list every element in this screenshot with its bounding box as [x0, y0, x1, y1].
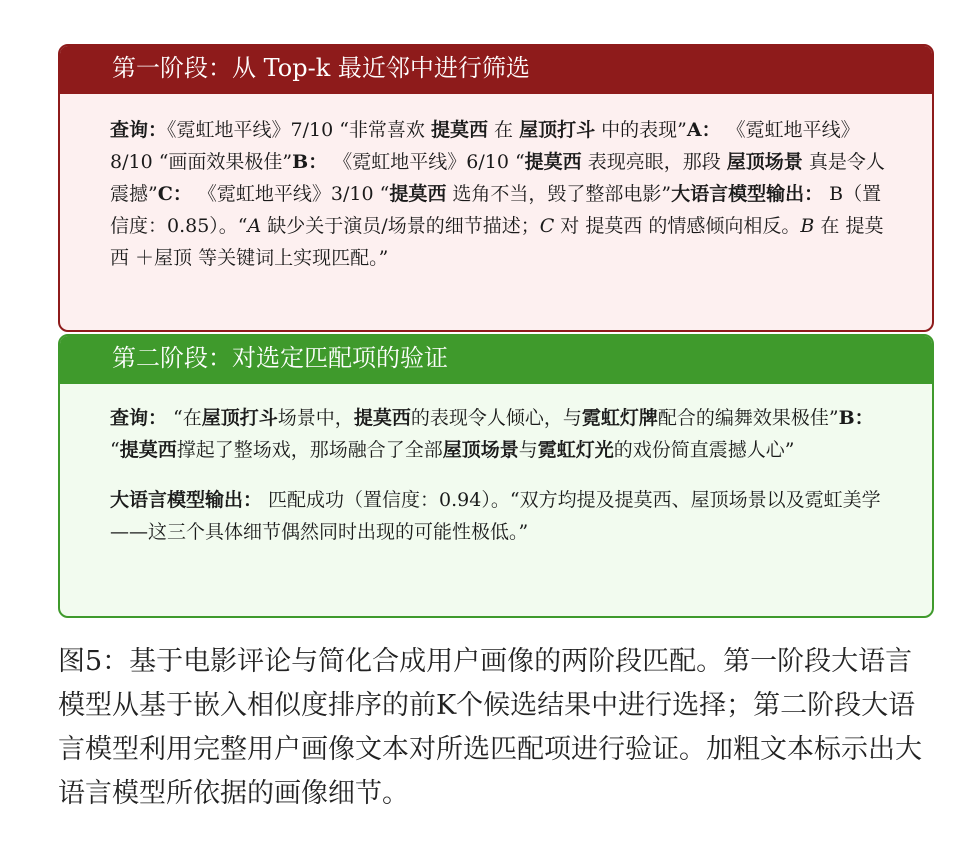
stage1-c-label: C： — [157, 183, 192, 205]
stage1-text: 缺少关于演员/场景的细节描述； — [261, 215, 540, 237]
stage2-query-label: 查询： — [110, 407, 168, 429]
stage2-text: 的戏份简直震撼人心” — [613, 439, 795, 461]
stage2-query-paragraph — [110, 402, 892, 466]
stage1-text: 《霓虹地平线》7/10 “非常喜欢 — [167, 119, 431, 141]
stage1-text: 在 — [488, 119, 520, 141]
stage1-text: 《霓虹地平线》6/10 “ — [327, 151, 525, 173]
stage1-bold: 提莫西 — [524, 151, 582, 173]
stage2-text: 与 — [518, 439, 538, 461]
stage1-bold: 屋顶场景 — [726, 151, 803, 173]
stage1-text: 对 提莫西 的情感倾向相反。 — [554, 215, 801, 237]
stage1-text: B（置信度：0.85）。“ — [110, 183, 882, 237]
stage2-title: 第二阶段：对选定匹配项的验证 — [60, 336, 932, 384]
stage2-bold: 屋顶场景 — [442, 439, 519, 461]
stage2-text: 的表现令人倾心，与 — [410, 407, 582, 429]
stage1-italic: A — [247, 215, 262, 237]
stage2-bold: 霓虹灯牌 — [581, 407, 658, 429]
stage1-text: 在 提莫西 ＋屋顶 等关键词上实现匹配。” — [110, 215, 884, 269]
stage2-text: 场景中， — [277, 407, 354, 429]
stage2-text: 配合的编舞效果极佳” — [657, 407, 839, 429]
figure-caption: 图5：基于电影评论与简化合成用户画像的两阶段匹配。第一阶段大语言模型从基于嵌入相似度排序的前K个候选结果中进行选择；第二阶段大语言模型利用完整用户画像文本对所选匹配项进行验证。加粗文本标示出大语言模型所依据的画像细节。 — [58, 646, 922, 809]
stage1-text: 选角不当，毁了整部电影” — [446, 183, 672, 205]
stage1-text: 表现亮眼，那段 — [581, 151, 727, 173]
stage1-text: 《霓虹地平线》8/10 “画面效果极佳” — [110, 119, 860, 173]
stage2-b-label: B： — [838, 407, 874, 429]
stage1-b-label: B： — [292, 151, 328, 173]
stage1-content — [60, 94, 932, 274]
stage1-a-label: A： — [686, 119, 721, 141]
stage1-title: 第一阶段：从 Top-k 最近邻中进行筛选 — [60, 46, 932, 94]
stage2-llm-label: 大语言模型输出： — [110, 489, 263, 511]
stage1-text: 《霓虹地平线》3/10 “ — [191, 183, 390, 205]
stage2-bold: 霓虹灯光 — [537, 439, 614, 461]
stage2-content — [60, 384, 932, 548]
stage1-bold: 提莫西 — [389, 183, 447, 205]
stage1-query-label: 查询： — [110, 119, 168, 141]
stage2-llm-paragraph — [110, 484, 892, 548]
stage1-bold: 屋顶打斗 — [519, 119, 596, 141]
stage1-text: 真是令人震撼” — [110, 151, 885, 205]
stage2-bold: 提莫西 — [119, 439, 177, 461]
stage1-bold: 提莫西 — [430, 119, 488, 141]
stage1-italic: B — [800, 215, 815, 237]
stage2-text: 匹配成功（置信度：0.94）。“双方均提及提莫西、屋顶场景以及霓虹美学——这三个具体细节偶然同时出现的可能性极低。” — [110, 489, 881, 543]
stage2-box — [58, 334, 934, 618]
stage1-box — [58, 44, 934, 332]
stage2-text: “在 — [167, 407, 202, 429]
stage2-text: “ — [110, 439, 120, 461]
stage2-bold: 提莫西 — [353, 407, 411, 429]
stage2-text: 撑起了整场戏，那场融合了全部 — [176, 439, 443, 461]
stage1-italic: C — [539, 215, 555, 237]
stage1-text: 中的表现” — [595, 119, 687, 141]
stage2-bold: 屋顶打斗 — [201, 407, 278, 429]
stage1-llm-label: 大语言模型输出： — [671, 183, 824, 205]
